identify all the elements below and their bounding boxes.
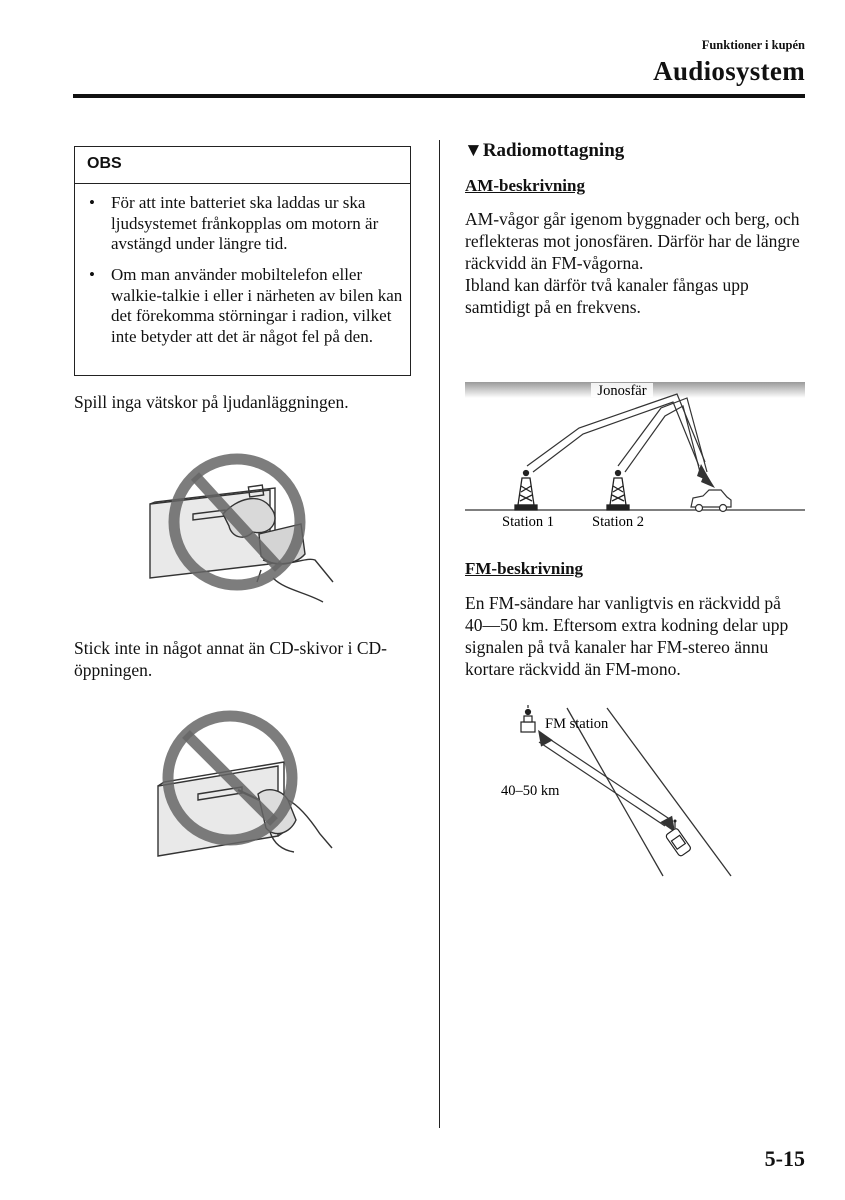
car-icon <box>665 828 691 857</box>
cd-warning-text: Stick inte in något annat än CD-skivor i CD-öppningen. <box>74 638 388 680</box>
station1-tower <box>515 471 537 511</box>
station2-label: Station 2 <box>592 514 644 530</box>
ionosphere-label: Jonosfär <box>597 383 647 399</box>
fm-description: En FM-sändare har vanligtvis en räckvidd på 40―50 km. Eftersom extra kodning delar upp signalen på två kanaler har FM-stereo ännu kortare räckvidd än FM-mono. <box>465 593 789 679</box>
page-title: Audiosystem <box>653 56 805 86</box>
fm-station-label: FM station <box>545 716 609 732</box>
car-icon <box>691 490 731 512</box>
fm-heading: FM-beskrivning <box>465 559 584 578</box>
station1-label: Station 1 <box>502 514 554 530</box>
station2-tower <box>607 471 629 511</box>
obs-bullet-interference: • Om man använder mobiltelefon eller walkie-talkie i eller i närheten av bilen kan det förekomma störningar i radion, vilket inte betyder att det är något fel på den. <box>111 265 407 347</box>
page-number: 5-15 <box>764 1146 805 1171</box>
am-paragraph-2: Ibland kan därför två kanaler fångas upp samtidigt på en frekvens. <box>465 275 749 317</box>
no-objects-cd-illustration <box>150 710 350 860</box>
header-rule <box>73 94 805 98</box>
obs-title: OBS <box>75 147 410 184</box>
am-propagation-diagram <box>465 380 805 530</box>
radio-heading: ▼Radiomottagning <box>464 140 625 161</box>
obs-bullet-battery: • För att inte batteriet ska laddas ur ska ljudsystemet frånkopplas om motorn är avstängd under längre tid. <box>111 193 407 255</box>
signal-path-1 <box>527 394 705 466</box>
fm-range-diagram <box>495 700 745 880</box>
fm-station-icon <box>521 705 535 732</box>
triangle-down-icon: ▼ <box>464 140 483 161</box>
am-heading: AM-beskrivning <box>465 176 585 195</box>
am-description <box>465 208 805 318</box>
distance-label: 40–50 km <box>501 783 560 799</box>
road-edge-right <box>607 708 731 876</box>
section-label: Funktioner i kupén <box>701 38 805 52</box>
obs-note-box <box>74 146 411 376</box>
spill-warning-text: Spill inga vätskor på ljudanläggningen. <box>74 392 349 412</box>
column-divider <box>439 140 440 1128</box>
am-paragraph-1: AM-vågor går igenom byggnader och berg, och reflekteras mot jonosfären. Därför har de längre räckvidd än FM-vågorna. <box>465 209 800 273</box>
no-liquid-illustration <box>145 452 345 607</box>
